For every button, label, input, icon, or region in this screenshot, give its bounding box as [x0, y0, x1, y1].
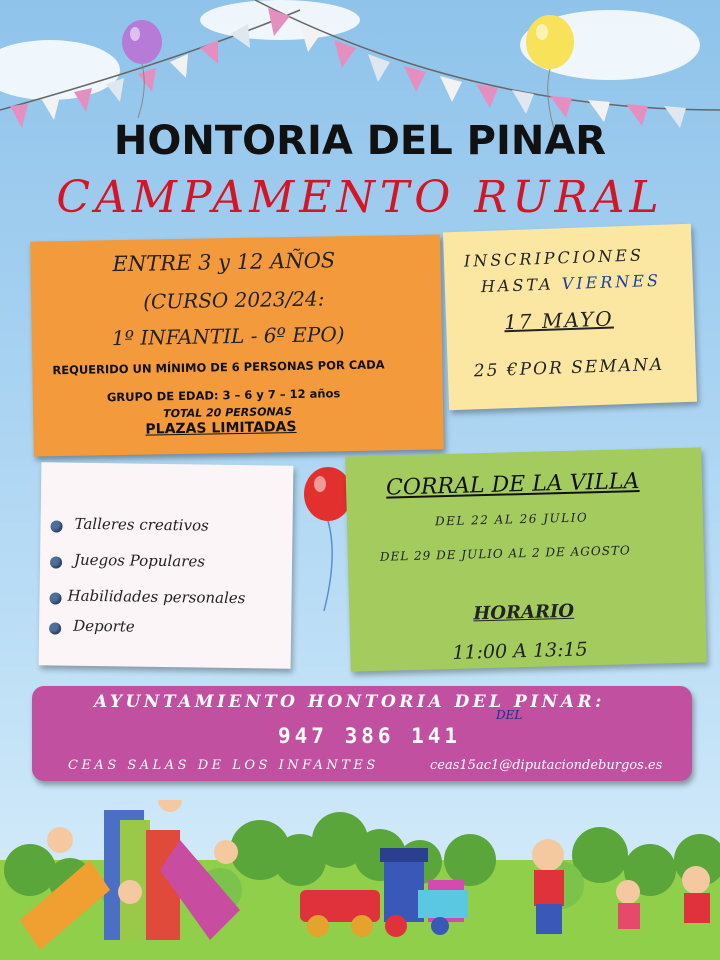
deadline-date: 17 MAYO [503, 306, 615, 335]
bullet-icon [50, 556, 62, 568]
total-places: TOTAL 20 PERSONAS [163, 405, 293, 421]
yellow-balloon [520, 14, 580, 134]
del-label: DEL [496, 708, 523, 722]
weekday: VIERNES [561, 270, 662, 294]
bullet-icon [49, 622, 61, 634]
activity-item: Talleres creativos [74, 514, 209, 535]
schedule-time: 11:00 A 13:15 [452, 638, 588, 664]
camp-title: CAMPAMENTO RURAL [56, 172, 664, 223]
age-info-note [30, 234, 444, 456]
dates-second-week: DEL 29 DE JULIO AL 2 DE AGOSTO [379, 543, 631, 564]
contact-band [32, 686, 692, 781]
until-word: HASTA [480, 274, 554, 297]
phone-number: 947 386 141 [278, 724, 462, 748]
ceas-label: CEAS SALAS DE LOS INFANTES [68, 758, 379, 773]
dates-first-week: DEL 22 AL 26 JULIO [434, 510, 589, 529]
venue-name: CORRAL DE LA VILLA [385, 469, 640, 501]
age-groups: GRUPO DE EDAD: 3 – 6 y 7 – 12 años [106, 386, 341, 405]
limited-places: PLAZAS LIMITADAS [145, 418, 297, 438]
registration-label: INSCRIPCIONES [463, 245, 645, 271]
bullet-icon [49, 592, 61, 604]
schedule-label: HORARIO [473, 600, 575, 625]
age-range: ENTRE 3 y 12 AÑOS [112, 248, 336, 277]
activity-item: Habilidades personales [67, 586, 246, 608]
purple-balloon [118, 18, 168, 128]
minimum-requirement: REQUERIDO UN MÍNIMO DE 6 PERSONAS POR CADA [52, 357, 385, 378]
course-levels: 1º INFANTIL - 6º EPO) [111, 322, 345, 351]
activity-item: Deporte [73, 616, 135, 636]
organizer: AYUNTAMIENTO HONTORIA DEL PINAR: [94, 692, 605, 712]
venue-note [345, 447, 707, 671]
course-year: (CURSO 2023/24: [143, 286, 325, 314]
until-label [481, 271, 662, 296]
contact-email: ceas15ac1@diputaciondeburgos.es [430, 758, 663, 773]
registration-note [443, 224, 697, 411]
activity-item: Juegos Populares [73, 550, 206, 571]
bullet-icon [50, 520, 62, 532]
weekly-price: 25 €POR SEMANA [473, 354, 665, 382]
trees-illustration [0, 800, 720, 960]
activities-note [39, 462, 294, 668]
town-title: HONTORIA DEL PINAR [113, 118, 607, 164]
